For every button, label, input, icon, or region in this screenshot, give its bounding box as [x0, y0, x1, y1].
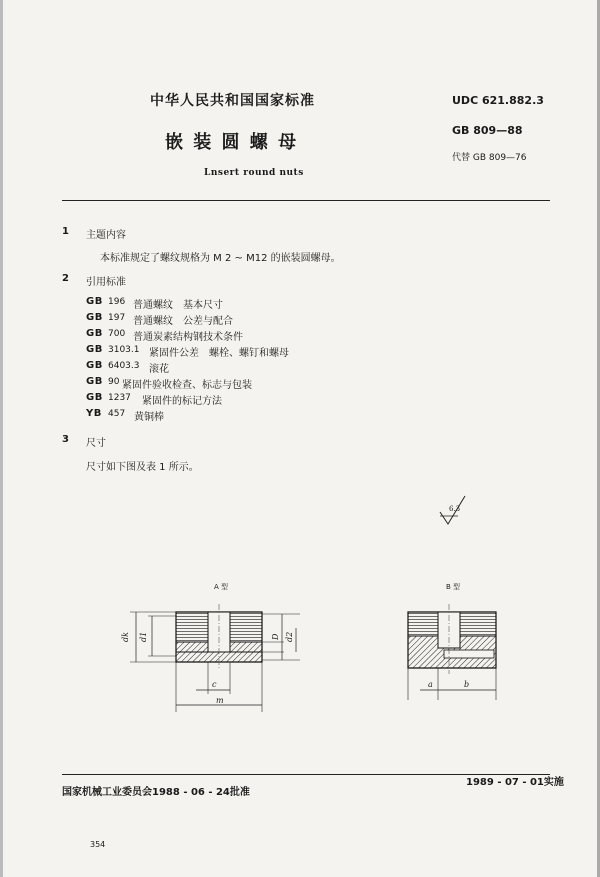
section-1-title: 主题内容 — [86, 230, 126, 241]
gb-number: GB 809—88 — [452, 124, 523, 137]
section-3-title: 尺寸 — [86, 438, 106, 449]
section-2-title: 引用标准 — [86, 277, 126, 288]
section-2-number: 2 — [62, 273, 69, 284]
dim-c: c — [212, 680, 217, 689]
national-standard-title: 中华人民共和国国家标准 — [150, 93, 315, 109]
dim-m: m — [216, 696, 224, 705]
type-b-label: B 型 — [446, 583, 461, 591]
dim-dk: dk — [121, 632, 130, 642]
roughness-symbol — [440, 496, 465, 524]
type-a-label: A 型 — [214, 583, 229, 591]
section-3-text: 尺寸如下图及表 1 所示。 — [86, 462, 199, 473]
dim-D: D — [271, 633, 280, 640]
dim-b: b — [464, 680, 470, 689]
type-b-section — [408, 604, 496, 700]
udc-code: UDC 621.882.3 — [452, 94, 544, 107]
section-1-number: 1 — [62, 226, 69, 237]
dim-d1: d1 — [139, 631, 148, 642]
document-title-en: Lnsert round nuts — [204, 168, 304, 178]
dim-d2: d2 — [285, 631, 294, 642]
type-a-section — [121, 604, 300, 712]
section-3-number: 3 — [62, 434, 69, 445]
section-1-text: 本标准规定了螺纹规格为 M 2 ~ M12 的嵌装圆螺母。 — [100, 253, 341, 264]
scan-edge-left — [0, 0, 3, 877]
document-title-cn: 嵌 装 圆 螺 母 — [165, 132, 299, 153]
header-rule — [62, 200, 550, 201]
replaces-standard: 代替 GB 809—76 — [452, 153, 527, 163]
roughness-value: 6.3 — [449, 505, 461, 513]
approval-date: 国家机械工业委员会1988 - 06 - 24批准 — [62, 787, 250, 798]
dim-a: a — [428, 680, 433, 689]
nut-drawing — [0, 490, 600, 730]
effective-date: 1989 - 07 - 01实施 — [466, 777, 564, 788]
page-number: 354 — [90, 840, 106, 849]
